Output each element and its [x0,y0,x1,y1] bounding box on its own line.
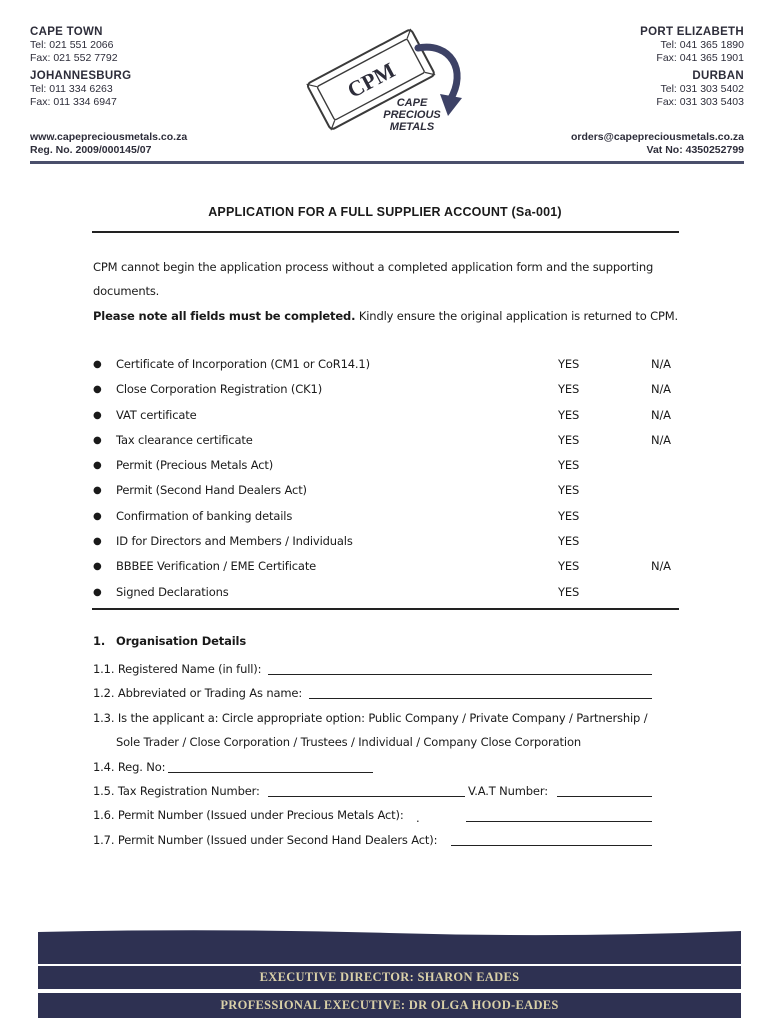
office-city: DURBAN [692,70,744,82]
section-number: 1. [93,634,106,648]
intro-line-2: documents. [93,284,160,298]
company-reg-no: Reg. No. 2009/000145/07 [30,144,152,156]
letterhead-divider [30,161,744,164]
logo-word-precious: PRECIOUS [383,109,441,121]
page-title: APPLICATION FOR A FULL SUPPLIER ACCOUNT (Sa-001) [208,205,562,219]
tax-registration-input[interactable] [268,796,465,797]
checklist-divider [92,608,679,610]
checklist-na-option[interactable]: N/A [651,559,671,574]
vat-number-label: V.A.T Number: [468,784,548,798]
checklist-yes-option[interactable]: YES [558,584,580,599]
applicant-type-options[interactable]: Sole Trader / Close Corporation / Trustees / Individual / Company Close Corporation [116,735,581,749]
office-fax: Fax: 021 552 7792 [30,51,118,64]
checklist-na-option[interactable]: N/A [651,407,671,422]
checklist-label: VAT certificate [116,407,197,422]
tax-registration-label: 1.5. Tax Registration Number: [93,784,260,798]
registered-name-label: 1.1. Registered Name (in full): [93,662,262,676]
footer-executive-director: EXECUTIVE DIRECTOR: SHARON EADES [259,970,520,984]
intro-note-bold: Please note all fields must be completed. [93,309,356,323]
logo-word-cape: CAPE [396,97,428,109]
checklist-item: ● Tax clearance certificate YES N/A [93,428,683,453]
checklist-label: Certificate of Incorporation (CM1 or CoR14.1) [116,357,370,371]
permit-pma-label: 1.6. Permit Number (Issued under Precious Metals Act): [93,808,404,822]
checklist-yes-option[interactable]: YES [558,534,580,549]
checklist-item: ● Certificate of Incorporation (CM1 or CoR14.1) YES N/A [93,352,683,377]
office-phone: Tel: 041 365 1890 [660,39,744,51]
company-vat-no: Vat No: 4350252799 [646,144,744,156]
office-phone: Tel: 011 334 6263 [30,83,113,95]
logo-word-metals: METALS [389,121,435,133]
reg-no-label: 1.4. Reg. No: [93,760,166,774]
checklist-label: Signed Declarations [116,584,229,599]
checklist-label: Permit (Second Hand Dealers Act) [116,483,307,498]
checklist-na-option[interactable]: N/A [651,432,671,447]
intro-line-1: CPM cannot begin the application process without a completed application form and the supporting [93,260,654,274]
permit-pma-input[interactable] [466,821,652,822]
checklist-yes-option[interactable]: YES [558,382,580,397]
checklist-na-option[interactable]: N/A [651,382,671,397]
checklist-label: ID for Directors and Members / Individuals [116,534,353,549]
checklist-yes-option[interactable]: YES [558,432,580,447]
trading-name-label: 1.2. Abbreviated or Trading As name: [93,686,303,700]
trading-name-input[interactable] [309,698,652,699]
checklist-yes-option[interactable]: YES [558,483,580,498]
section-title: Organisation Details [116,634,247,648]
office-phone: Tel: 021 551 2066 [30,39,114,51]
checklist-item: ● Permit (Second Hand Dealers Act) YES [93,478,683,503]
registered-name-input[interactable] [268,674,652,675]
permit-shda-label: 1.7. Permit Number (Issued under Second Hand Dealers Act): [93,833,438,847]
office-city: PORT ELIZABETH [640,26,744,38]
letterhead-offices-left [30,26,131,108]
checklist-label: BBBEE Verification / EME Certificate [116,559,317,574]
office-fax: Fax: 031 303 5403 [656,95,744,108]
checklist-item: ● ID for Directors and Members / Individuals YES [93,529,683,554]
intro-note [93,304,678,329]
checklist-yes-option[interactable]: YES [558,559,580,574]
document-checklist [93,352,683,605]
logo-monogram: CPM [343,57,400,103]
company-email[interactable]: orders@capepreciousmetals.co.za [570,131,744,143]
checklist-label: Close Corporation Registration (CK1) [116,382,323,397]
checklist-item: ● Signed Declarations YES [93,580,683,605]
company-website[interactable]: www.capepreciousmetals.co.za [30,131,188,143]
checklist-yes-option[interactable]: YES [558,357,580,371]
office-city: JOHANNESBURG [30,70,132,82]
vat-number-input[interactable] [557,796,652,797]
checklist-item: ● Permit (Precious Metals Act) YES [93,453,683,478]
footer-professional-executive: PROFESSIONAL EXECUTIVE: DR OLGA HOOD-EADES [220,998,559,1012]
checklist-item: ● Confirmation of banking details YES [93,504,683,529]
letterhead-website-block [30,131,187,157]
checklist-item: ● VAT certificate YES N/A [93,403,683,428]
checklist-label: Confirmation of banking details [116,508,293,523]
checklist-label: Permit (Precious Metals Act) [116,458,274,473]
checklist-yes-option[interactable]: YES [558,407,580,422]
checklist-na-option[interactable]: N/A [651,357,671,371]
permit-pma-mark: . [416,811,420,825]
applicant-type-label[interactable]: 1.3. Is the applicant a: Circle appropriate option: Public Company / Private Company / Partnership / [93,711,648,725]
intro-note-rest: Kindly ensure the original application is returned to CPM. [355,309,679,323]
office-city: CAPE TOWN [30,26,103,38]
section-heading [93,634,246,648]
reg-no-input[interactable] [168,772,373,773]
checklist-item: ● BBBEE Verification / EME Certificate YES N/A [93,554,683,579]
checklist-yes-option[interactable]: YES [558,458,580,473]
checklist-item: ● Close Corporation Registration (CK1) YES N/A [93,377,683,402]
letterhead-email-block [571,131,744,157]
office-fax: Fax: 011 334 6947 [30,95,117,108]
letterhead-offices-right [640,26,744,108]
office-fax: Fax: 041 365 1901 [656,51,744,64]
permit-shda-input[interactable] [451,845,652,846]
footer-wave-band [38,928,741,964]
cpm-logo [300,20,470,150]
checklist-yes-option[interactable]: YES [558,508,580,523]
title-divider [92,231,679,233]
office-phone: Tel: 031 303 5402 [660,83,744,95]
checklist-label: Tax clearance certificate [116,432,253,447]
